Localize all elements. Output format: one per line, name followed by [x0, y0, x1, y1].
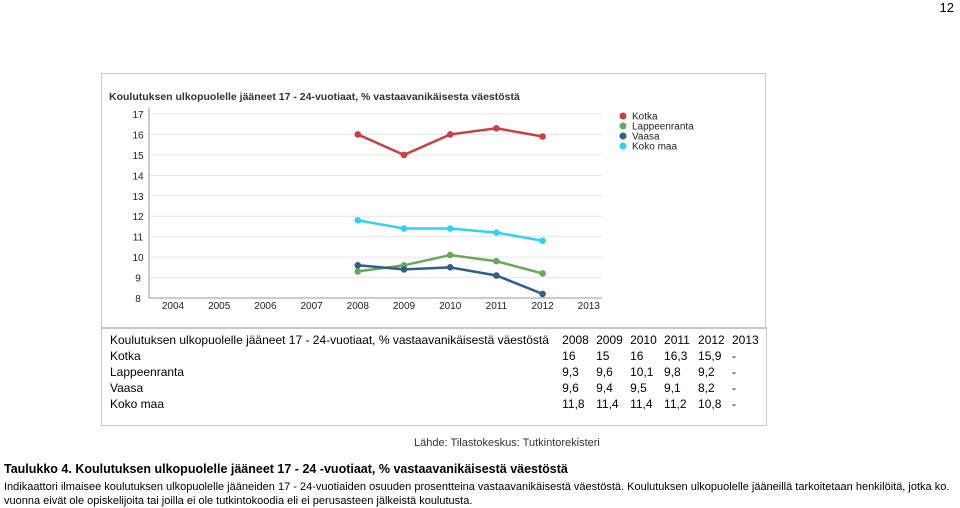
legend-marker	[620, 133, 627, 140]
table-cell: 11,4	[596, 397, 619, 411]
source-text: Lähde: Tilastokeskus: Tutkintorekisteri	[414, 437, 600, 449]
data-point	[493, 258, 500, 265]
table-cell: 11,8	[562, 397, 585, 411]
data-point	[401, 266, 408, 273]
x-tick-label: 2008	[346, 301, 369, 312]
data-point	[355, 262, 362, 269]
page-number: 12	[939, 0, 954, 15]
table-cell: 11,4	[630, 397, 653, 411]
table-cell: 16	[630, 349, 644, 363]
data-point	[447, 131, 454, 138]
table-cell: -	[731, 365, 736, 379]
x-tick-label: 2011	[485, 301, 508, 312]
year-header: 2010	[630, 333, 657, 347]
y-tick-label: 17	[132, 110, 144, 121]
y-tick-label: 15	[132, 150, 144, 162]
data-point	[539, 291, 546, 298]
y-tick-label: 10	[132, 253, 144, 265]
x-tick-label: 2004	[161, 301, 185, 312]
row-name: Vaasa	[110, 381, 144, 395]
y-tick-label: 8	[135, 294, 141, 305]
table-cell: 15,9	[698, 349, 722, 363]
x-tick-label: 2005	[208, 301, 231, 312]
table-cell: -	[731, 349, 736, 363]
table-cell: 10,8	[698, 397, 722, 411]
chart-title: Koulutuksen ulkopuolelle jääneet 17 - 24-vuotiaat, % vastaavanikäisesta väestöstä	[109, 91, 520, 103]
year-header: 2011	[664, 333, 690, 347]
data-table	[110, 333, 766, 413]
year-header: 2013	[731, 333, 759, 347]
legend-label: Kotka	[632, 111, 658, 123]
data-point	[539, 133, 546, 140]
table-cell: 11,2	[664, 397, 687, 411]
data-table-box	[101, 327, 767, 426]
table-row	[110, 397, 766, 413]
table-cell: 9,2	[698, 365, 715, 379]
legend-label: Vaasa	[632, 131, 660, 143]
legend-label: Koko maa	[632, 141, 678, 153]
data-point	[355, 131, 362, 138]
table-cell: 15	[596, 349, 610, 363]
table-caption: Taulukko 4. Koulutuksen ulkopuolelle jääneet 17 - 24 -vuotiaat, % vastaavanikäisestä väestöstä	[4, 462, 568, 476]
legend-label: Lappeenranta	[632, 121, 694, 133]
x-tick-label: 2010	[439, 301, 462, 312]
data-point	[493, 272, 500, 279]
table-cell: 8,2	[698, 381, 715, 395]
table-cell: 9,8	[664, 365, 681, 379]
y-tick-label: 13	[132, 191, 144, 203]
table-cell: 9,5	[630, 381, 647, 395]
y-tick-label: 14	[132, 171, 144, 183]
table-cell: 9,6	[596, 365, 613, 379]
legend-marker	[620, 123, 627, 130]
y-tick-label: 12	[132, 212, 144, 224]
table-header-label: Koulutuksen ulkopuolelle jääneet 17 - 24-vuotiaat, % vastaavanikäisestä väestöstä	[110, 333, 549, 347]
data-point	[355, 268, 362, 275]
table-cell: 9,4	[596, 381, 613, 395]
table-cell: 9,1	[664, 381, 681, 395]
table-header-row	[110, 333, 766, 349]
table-row	[110, 349, 766, 365]
y-tick-label: 16	[132, 130, 144, 142]
y-tick-label: 11	[132, 232, 144, 244]
table-cell: 16	[562, 349, 576, 363]
table-cell: -	[731, 381, 736, 395]
data-point	[493, 229, 500, 236]
row-name: Koko maa	[110, 397, 165, 411]
data-point	[401, 152, 408, 159]
x-tick-label: 2007	[300, 301, 323, 312]
table-row	[110, 365, 766, 381]
table-cell: 10,1	[630, 365, 654, 379]
data-point	[401, 225, 408, 232]
x-tick-label: 2013	[577, 301, 600, 312]
table-row	[110, 381, 766, 397]
row-name: Lappeenranta	[110, 365, 185, 379]
year-header: 2008	[562, 333, 589, 347]
table-cell: -	[731, 397, 736, 411]
chart-svg	[102, 74, 767, 330]
data-point	[539, 270, 546, 277]
line-chart	[101, 73, 766, 329]
data-point	[355, 217, 362, 224]
y-tick-label: 9	[135, 273, 141, 285]
row-name: Kotka	[110, 349, 141, 363]
legend-marker	[620, 143, 627, 150]
table-cell: 16,3	[664, 349, 688, 363]
x-tick-label: 2012	[531, 301, 554, 312]
year-header: 2012	[698, 333, 725, 347]
legend-marker	[620, 113, 627, 120]
data-point	[493, 125, 500, 132]
data-point	[447, 252, 454, 259]
indicator-description: Indikaattori ilmaisee koulutuksen ulkopuolelle jääneiden 17 - 24-vuotiaiden osuuden prosentteina vastaavanikäisestä väestöstä. Koulutuksen ulkopuolelle jääneillä tarkoitetaan henkilöitä, jotka ko. vuonna eivät ole opiskelijoita tai joilla ei ole tutkintokoodia eli ei perusasteen jälkeistä koulutusta.	[4, 481, 950, 507]
year-header: 2009	[596, 333, 623, 347]
x-tick-label: 2009	[392, 301, 416, 312]
data-point	[539, 237, 546, 244]
data-point	[447, 225, 454, 232]
data-point	[447, 264, 454, 271]
table-cell: 9,6	[562, 381, 579, 395]
table-cell: 9,3	[562, 365, 579, 379]
x-tick-label: 2006	[254, 301, 277, 312]
